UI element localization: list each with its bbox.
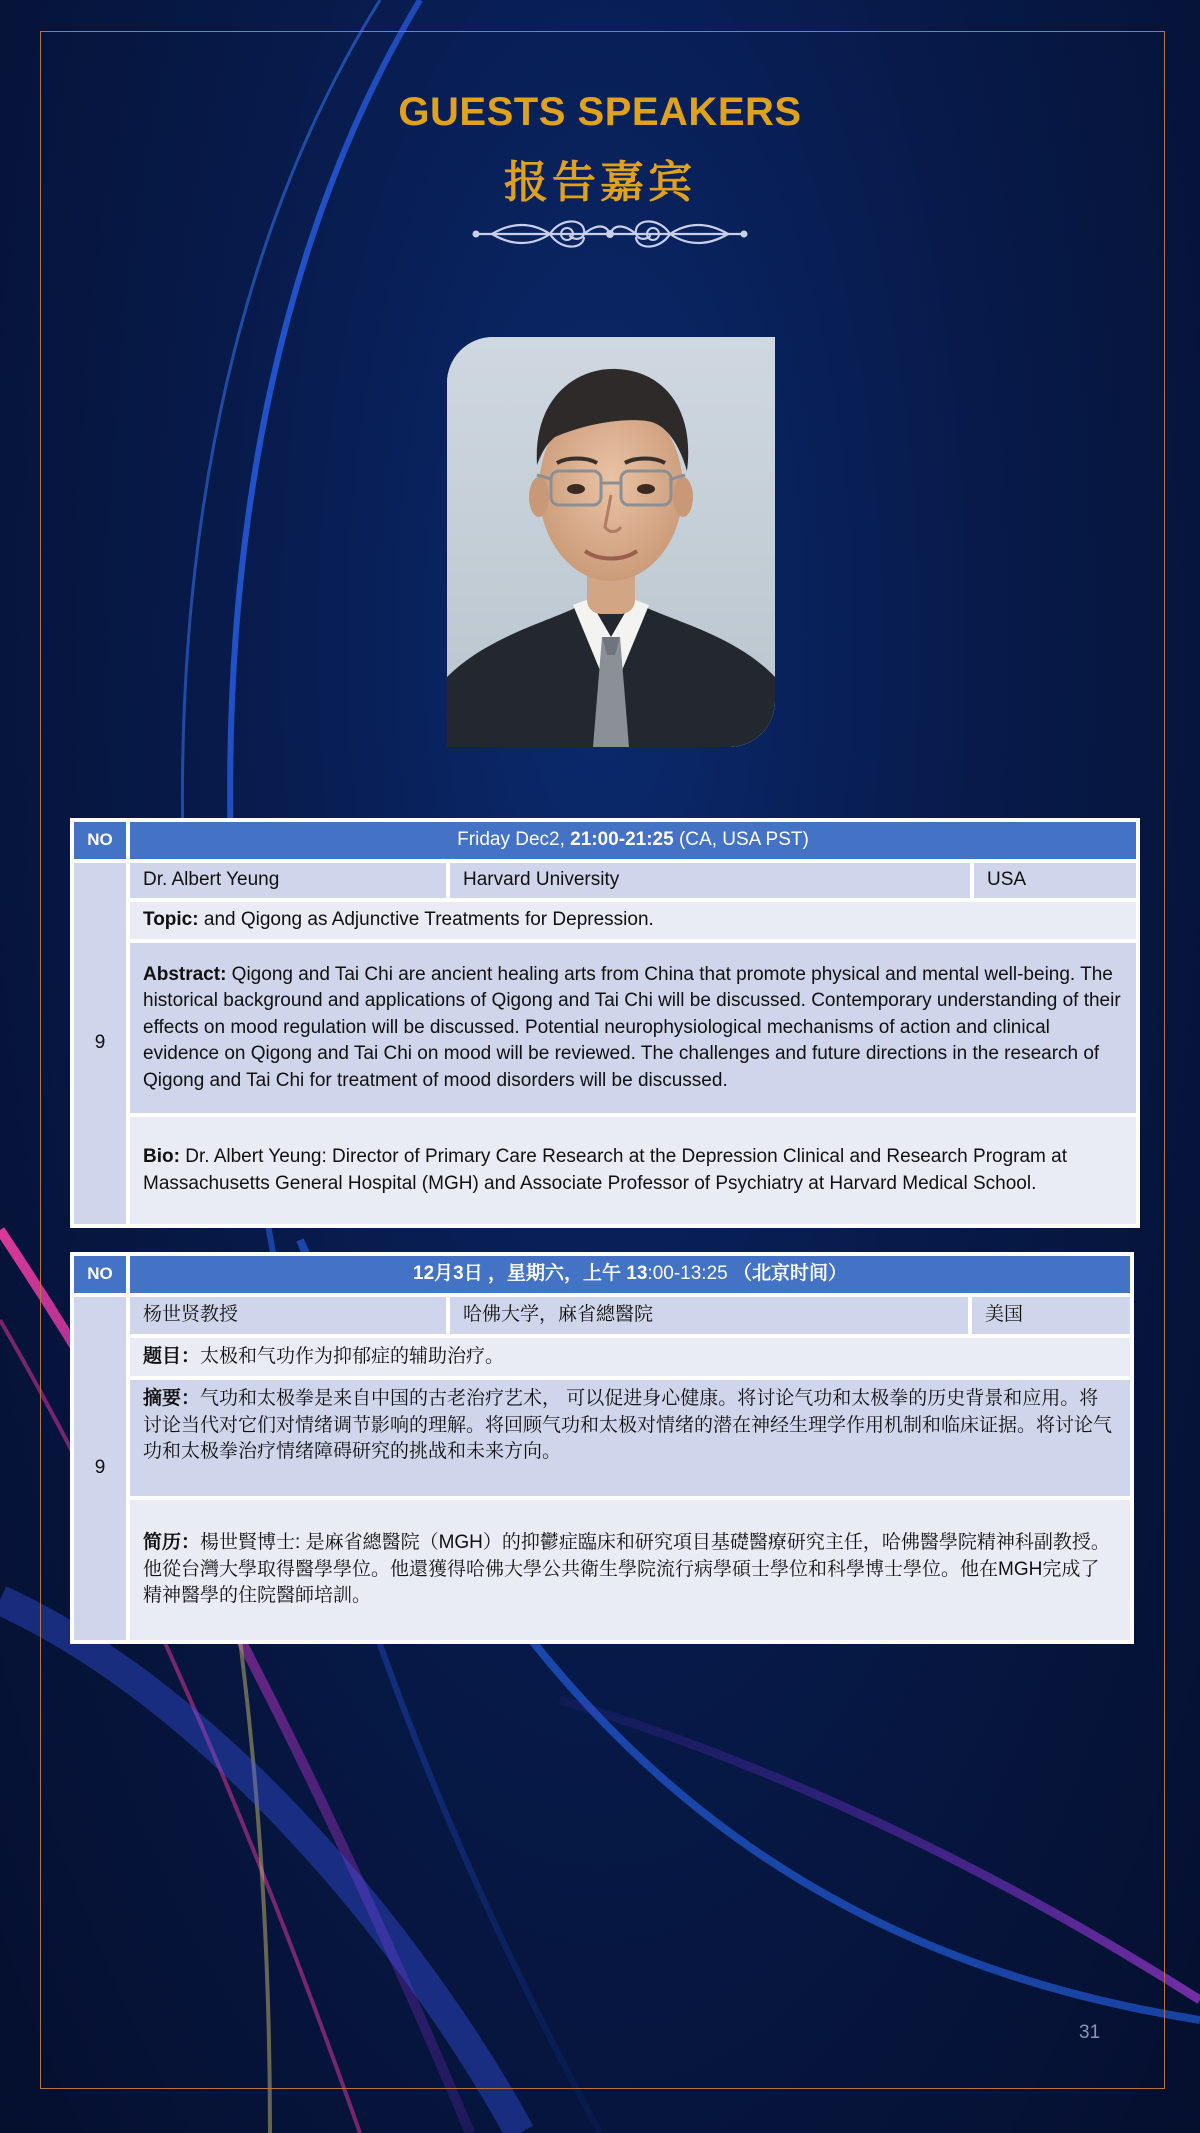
bio-row <box>128 1498 1132 1642</box>
topic-label: Topic: <box>143 909 199 931</box>
decorative-flourish-icon <box>472 210 748 258</box>
time-range: 21:00-21:25 <box>570 829 674 851</box>
bio-label: 简历： <box>143 1532 201 1554</box>
speaker-name: 杨世贤教授 <box>128 1295 448 1336</box>
topic-row <box>128 1336 1132 1378</box>
chinese-speaker-table <box>70 1252 1134 1644</box>
session-time <box>128 820 1138 861</box>
time-range: :00-13:25 <box>647 1263 733 1285</box>
title-chinese: 报告嘉宾 <box>504 158 696 207</box>
speaker-institution: Harvard University <box>448 861 972 900</box>
time-zone: （北京时间） <box>733 1263 848 1285</box>
speaker-country: 美国 <box>970 1295 1132 1336</box>
speaker-number: 9 <box>72 1295 128 1642</box>
topic-text: and Qigong as Adjunctive Treatments for Depression. <box>198 909 654 931</box>
bio-text: 楊世賢博士: 是麻省總醫院（MGH）的抑鬱症臨床和研究項目基礎醫療研究主任，哈佛醫學院精神科副教授。他從台灣大學取得醫學學位。他還獲得哈佛大學公共衛生學院流行病學碩士學位和科學博士學位。他在MGH完成了精神醫學的住院醫師培訓。 <box>143 1532 1110 1607</box>
speaker-name: Dr. Albert Yeung <box>128 861 448 900</box>
abstract-row <box>128 941 1138 1115</box>
speaker-photo <box>447 337 775 747</box>
topic-row <box>128 900 1138 941</box>
abstract-row <box>128 1378 1132 1498</box>
speaker-institution: 哈佛大学，麻省總醫院 <box>448 1295 970 1336</box>
bio-row <box>128 1115 1138 1226</box>
abstract-text: Qigong and Tai Chi are ancient healing arts from China that promote physical and mental well-being. The historical background and applications of Qigong and Tai Chi will be discussed. Contemporary understanding of their effects on mood regulation will be discussed. Potential neurophysiological mechanisms of action and clinical evidence on Qigong and Tai Chi on mood will be reviewed. The challenges and future directions in the research of Qigong and Tai Chi for treatment of mood disorders will be discussed. <box>143 963 1121 1091</box>
topic-text: 太极和气功作为抑郁症的辅助治疗。 <box>200 1345 505 1367</box>
topic-label: 题目： <box>143 1345 201 1367</box>
time-date: 12月3日 ，星期六，上午 13 <box>413 1263 648 1285</box>
bio-label: Bio: <box>143 1146 180 1167</box>
speaker-number: 9 <box>72 861 128 1226</box>
no-header: NO <box>72 1254 128 1295</box>
english-speaker-table <box>70 818 1140 1228</box>
session-time <box>128 1254 1132 1295</box>
page-number: 31 <box>1079 2022 1101 2043</box>
title-english: GUESTS SPEAKERS <box>398 90 802 134</box>
abstract-text: 气功和太极拳是来自中国的古老治疗艺术， 可以促进身心健康。将讨论气功和太极拳的历史背景和应用。将讨论当代对它们对情绪调节影响的理解。将回顾气功和太极对情绪的潜在神经生理学作用机制和临床证据。将讨论气功和太极拳治疗情绪障碍研究的挑战和未来方向。 <box>143 1388 1113 1462</box>
time-prefix: Friday Dec2, <box>457 829 571 851</box>
time-suffix: (CA, USA PST) <box>673 829 809 851</box>
speaker-country: USA <box>972 861 1138 900</box>
bio-text: Dr. Albert Yeung: Director of Primary Care Research at the Depression Clinical and Research Program at Massachusetts General Hospital (MGH) and Associate Professor of Psychiatry at Harvard Medical School. <box>143 1146 1068 1194</box>
abstract-label: 摘要： <box>143 1388 201 1409</box>
no-header: NO <box>72 820 128 861</box>
abstract-label: Abstract: <box>143 963 227 985</box>
